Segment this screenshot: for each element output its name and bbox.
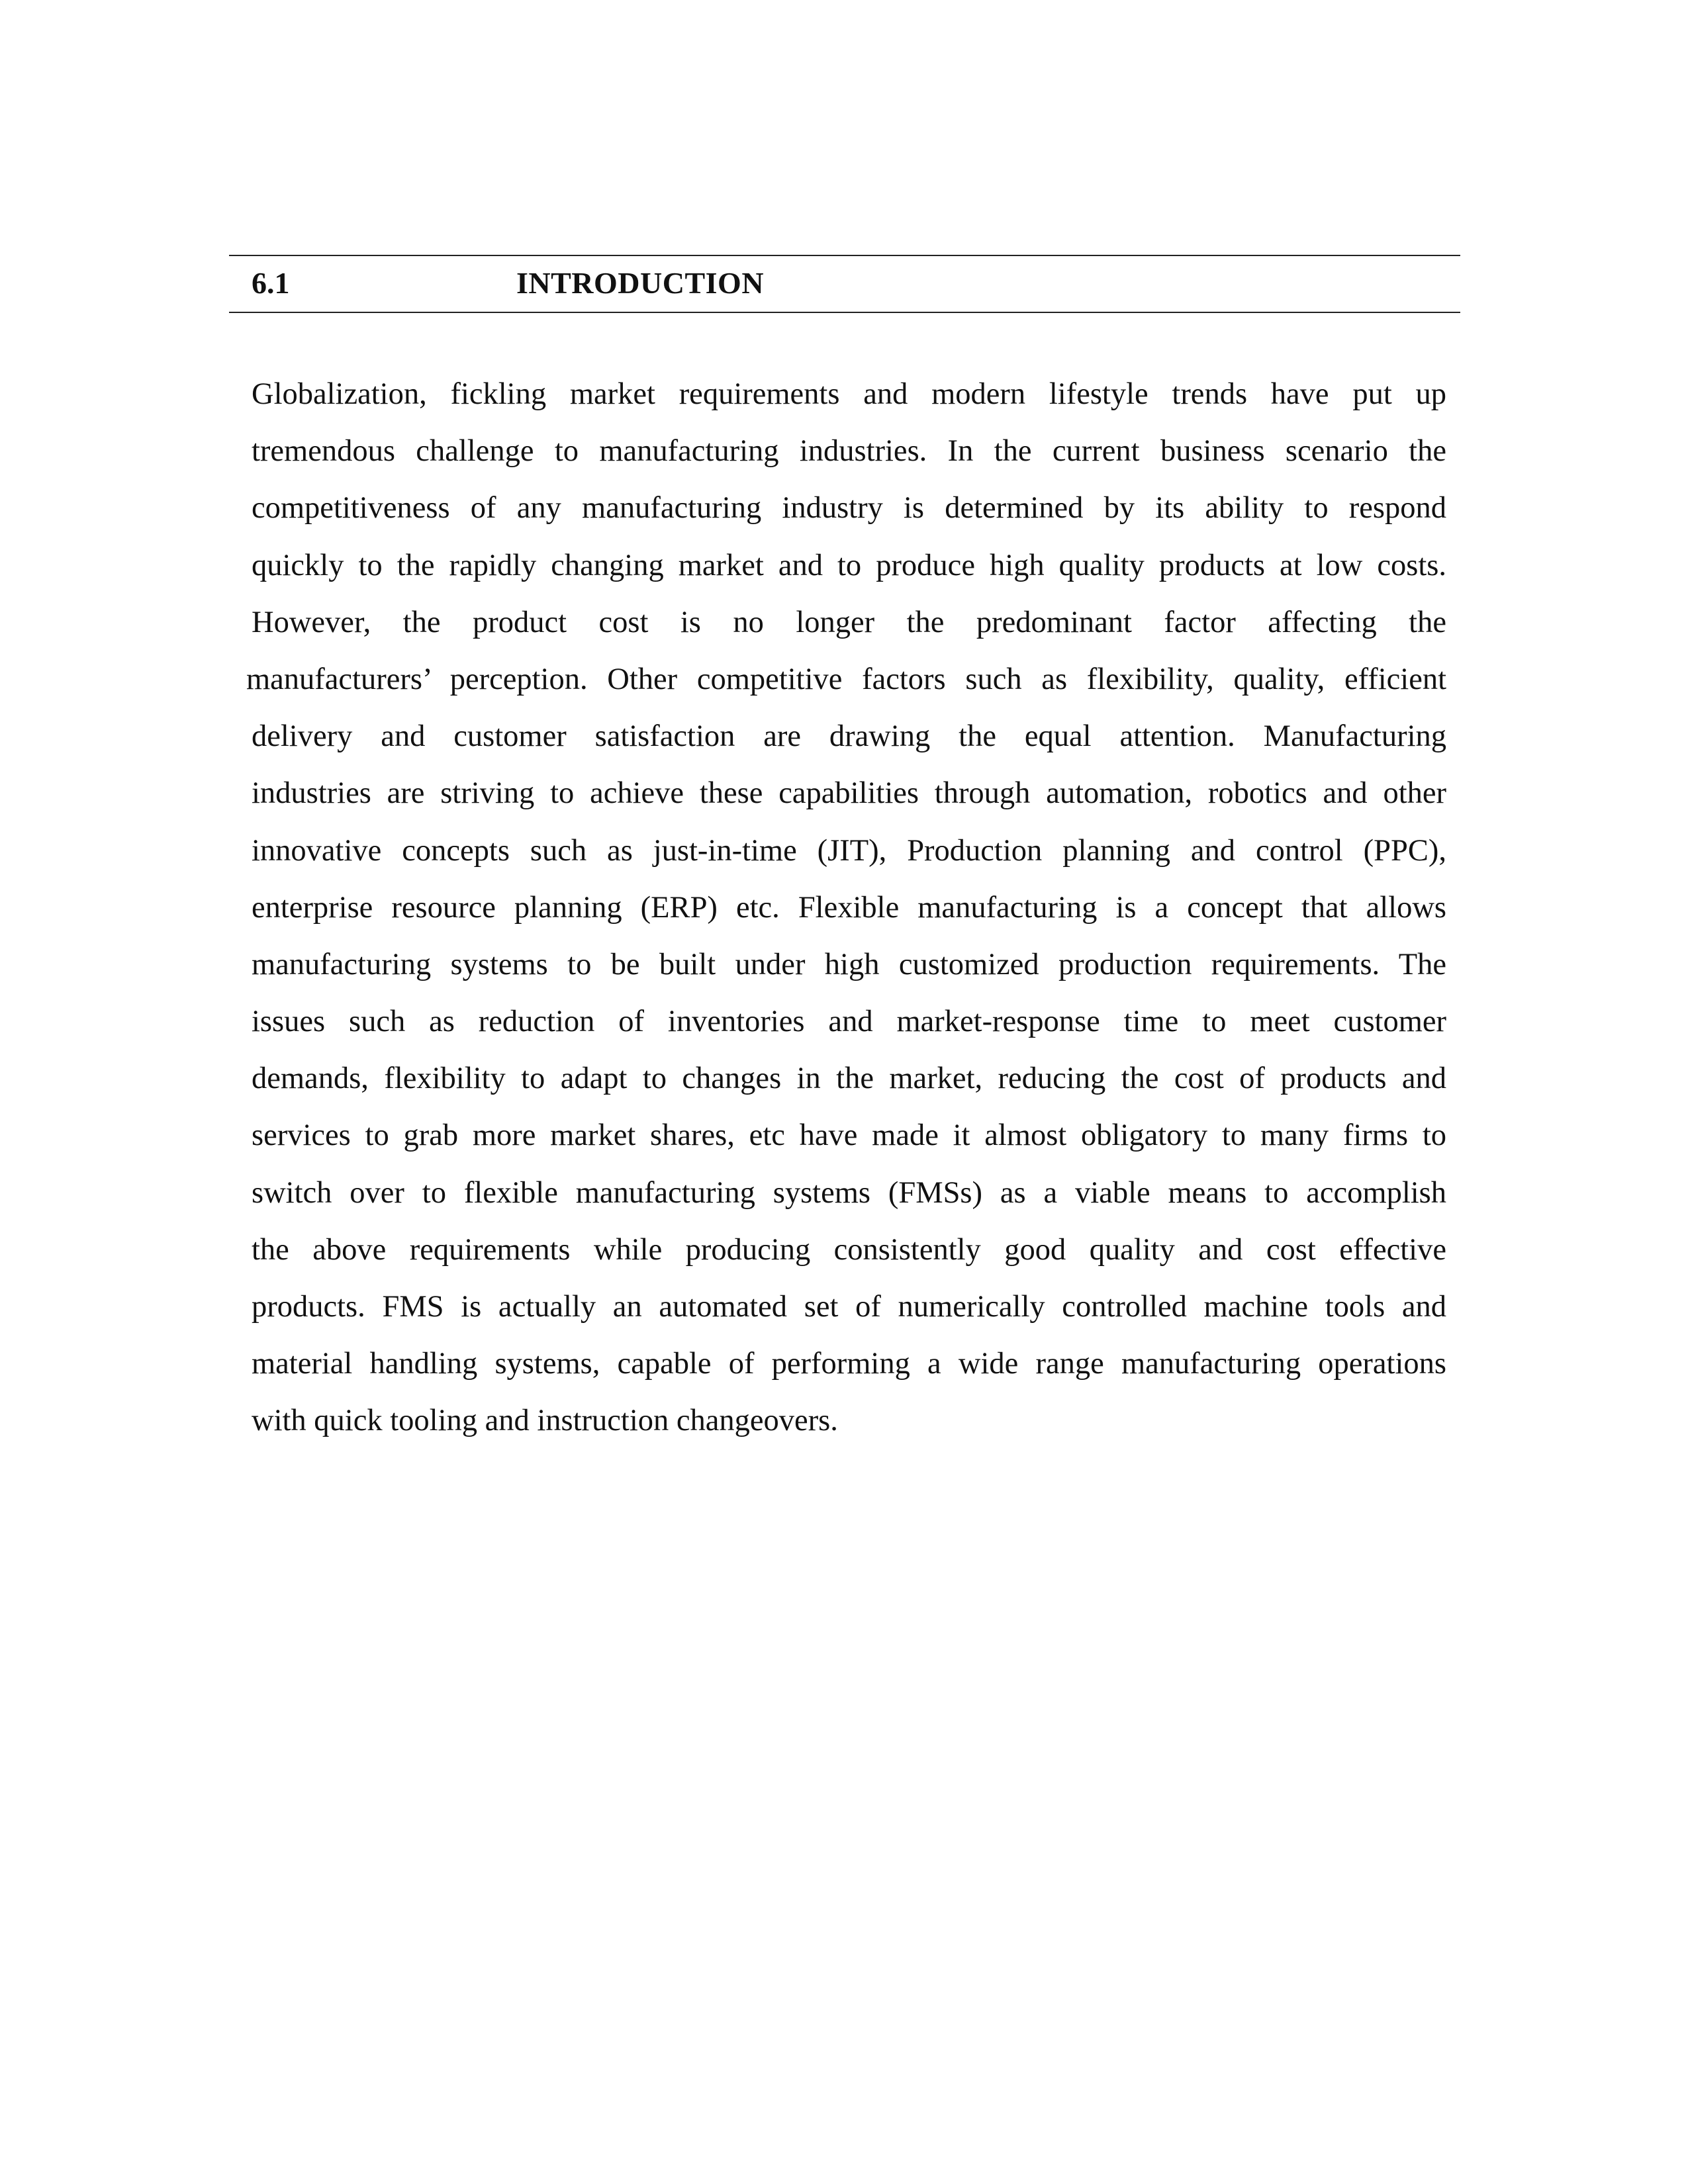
- paragraph-line: manufacturing systems to be built under high customized production requirements. The: [252, 947, 1446, 981]
- introduction-paragraph: [246, 366, 1446, 1450]
- paragraph-line: with quick tooling and instruction changeovers.: [252, 1404, 838, 1438]
- paragraph-line: industries are striving to achieve these capabilities through automation, robotics and other: [252, 776, 1446, 811]
- paragraph-line: quickly to the rapidly changing market and to produce high quality products at low costs.: [252, 548, 1446, 582]
- paragraph-line: competitiveness of any manufacturing industry is determined by its ability to respond: [252, 491, 1446, 525]
- paragraph-line: enterprise resource planning (ERP) etc. Flexible manufacturing is a concept that allows: [252, 890, 1446, 925]
- section-title: INTRODUCTION: [516, 266, 765, 300]
- section-number: 6.1: [252, 266, 290, 300]
- paragraph-line: issues such as reduction of inventories and market-response time to meet customer: [252, 1005, 1446, 1039]
- paragraph-line: the above requirements while producing consistently good quality and cost effective: [252, 1232, 1446, 1267]
- paragraph-line: switch over to flexible manufacturing systems (FMSs) as a viable means to accomplish: [252, 1175, 1446, 1210]
- heading-bottom-rule: [229, 312, 1460, 313]
- paragraph-line: material handling systems, capable of performing a wide range manufacturing operations: [252, 1347, 1446, 1381]
- paragraph-line: innovative concepts such as just-in-time (JIT), Production planning and control (PPC),: [252, 833, 1446, 868]
- section-heading: [252, 257, 1443, 310]
- paragraph-line: However, the product cost is no longer the predominant factor affecting the: [252, 605, 1446, 639]
- paragraph-line: products. FMS is actually an automated set of numerically controlled machine tools and: [252, 1290, 1446, 1324]
- paragraph-line: manufacturers’ perception. Other competitive factors such as flexibility, quality, efficient: [246, 662, 1446, 696]
- paragraph-line: delivery and customer satisfaction are drawing the equal attention. Manufacturing: [252, 719, 1446, 754]
- heading-top-rule: [229, 255, 1460, 256]
- paragraph-line: services to grab more market shares, etc have made it almost obligatory to many firms to: [252, 1118, 1446, 1153]
- paragraph-line: demands, flexibility to adapt to changes in the market, reducing the cost of products and: [252, 1062, 1446, 1096]
- paragraph-line: tremendous challenge to manufacturing industries. In the current business scenario the: [252, 434, 1446, 469]
- paragraph-line: Globalization, fickling market requirements and modern lifestyle trends have put up: [252, 377, 1446, 411]
